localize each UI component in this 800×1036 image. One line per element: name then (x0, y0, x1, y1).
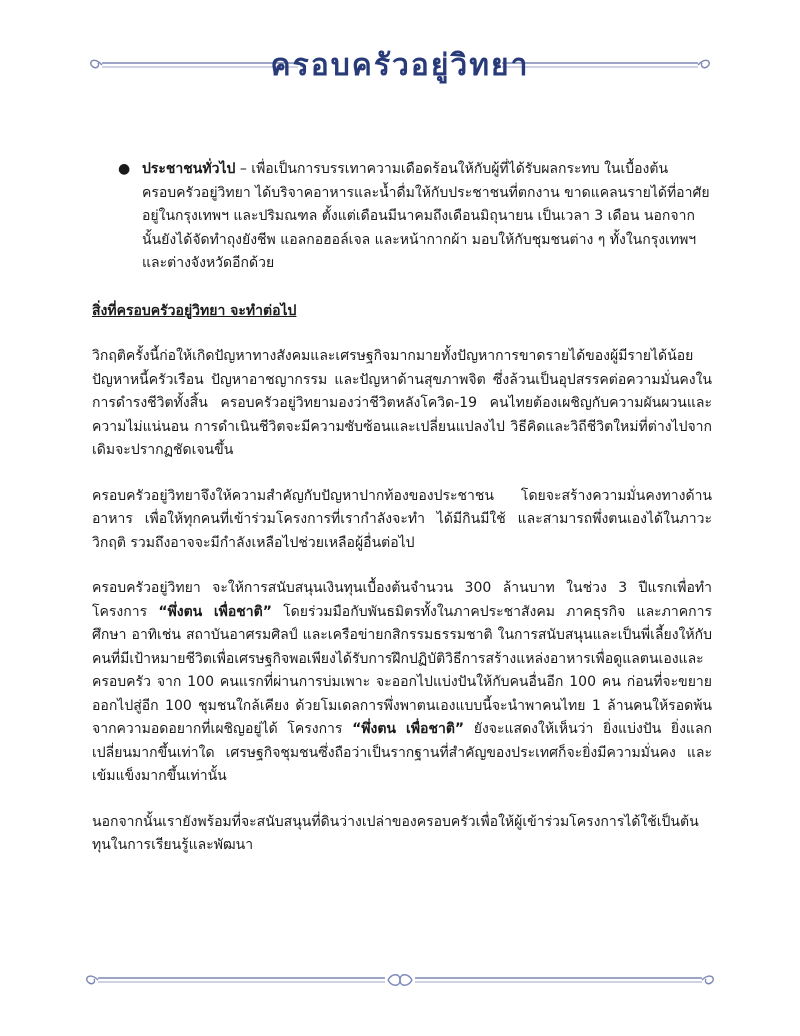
project-name-1: “พึ่งตน เพื่อชาติ” (158, 603, 272, 620)
paragraph-4: นอกจากนั้นเรายังพร้อมที่จะสนับสนุนที่ดินว่างเปล่าของครอบครัวเพื่อให้ผู้เข้าร่วมโครงการได้ใช้เป็นต้นทุนในการเรียนรู้และพัฒนา (92, 813, 699, 853)
bullet-item-general-public (92, 158, 712, 276)
paragraph-3-part-e: ยังจะแสดงให้เห็นว่า ยิ่งแบ่งปัน ยิ่งแลกเปลี่ยนมากขึ้นเท่าใด เศรษฐกิจชุมชนซึ่งถือว่าเป็นรากฐานที่สำคัญของประเทศก็จะยิ่งมีความมั่นคง และเข้มแข็งมากขึ้นเท่านั้น (92, 721, 712, 784)
paragraph-3 (92, 577, 712, 789)
footer-ornament (0, 968, 800, 992)
paragraph-2: ครอบครัวอยู่วิทยาจึงให้ความสำคัญกับปัญหาปากท้องของประชาชน โดยจะสร้างความมั่นคงทางด้านอาหาร เพื่อให้ทุกคนที่เข้าร่วมโครงการที่เรากำลังจะทำ ได้มีกินมีใช้ และสามารถพึ่งตนเองได้ในภาวะวิกฤติ รวมถึงอาจจะมีกำลังเหลือไปช่วยเหลือผู้อื่นต่อไป (92, 487, 712, 551)
paragraph-1: วิกฤติครั้งนี้ก่อให้เกิดปัญหาทางสังคมและเศรษฐกิจมากมายทั้งปัญหาการขาดรายได้ของผู้มีรายได้น้อย ปัญหาหนี้ครัวเรือน ปัญหาอาชญากรรม และปัญหาด้านสุขภาพจิต ซึ่งล้วนเป็นอุปสรรคต่อความมั่นคงในการดำรงชีวิตทั้งสิ้น ครอบครัวอยู่วิทยามองว่าชีวิตหลังโควิด-19 คนไทยต้องเผชิญกับความผันผวนและความไม่แน่นอน การดำเนินชีวิตจะมีความซับซ้อนและเปลี่ยนแปลงไป วิธีคิดและวิถีชีวิตใหม่ที่ต่างไปจากเดิมจะปรากฏชัดเจนขึ้น (92, 348, 712, 458)
paragraph-3-part-c: โดยร่วมมือกับพันธมิตรทั้งในภาคประชาสังคม ภาคธุรกิจ และภาคการศึกษา อาทิเช่น สถาบันอาศรมศิลป์ และเครือข่ายกสิกรรมธรรมชาติ ในการสนับสนุนและเป็นพี่เลี้ยงให้กับคนที่มีเป้าหมายชีวิตเพื่อเศรษฐกิจพอเพียงได้รับการฝึกปฏิบัติวิธีการสร้างแหล่งอาหารเพื่อดูแลตนเองและครอบครัว จาก 100 คนแรกที่ผ่านการบ่มเพาะ จะออกไปแบ่งปันให้กับคนอื่นอีก 100 คน ก่อนที่จะขยายออกไปสู่อีก 100 ชุมชนใกล้เคียง ด้วยโมเดลการพึ่งพาตนเองแบบนี้จะนำพาคนไทย 1 ล้านคนให้รอดพ้นจากความอดอยากที่เผชิญอยู่ได้ โครงการ (92, 603, 712, 737)
bullet-lead: ประชาชนทั่วไป (142, 161, 236, 177)
section-heading: สิ่งที่ครอบครัวอยู่วิทยา จะทำต่อไป (92, 302, 297, 319)
bullet-text: – เพื่อเป็นการบรรเทาความเดือดร้อนให้กับผู้ที่ได้รับผลกระทบ ในเบื้องต้นครอบครัวอยู่วิทยา ได้บริจาคอาหารและน้ำดื่มให้กับประชาชนที่ตกงาน ขาดแคลนรายได้ที่อาศัยอยู่ในกรุงเทพฯ และปริมณฑล ตั้งแต่เดือนมีนาคมถึงเดือนมิถุนายน เป็นเวลา 3 เดือน นอกจากนั้นยังได้จัดทำถุงยังชีพ แอลกอฮอล์เจล และหน้ากากผ้า มอบให้กับชุมชนต่าง ๆ ทั้งในกรุงเทพฯ และต่างจังหวัดอีกด้วย (142, 161, 710, 271)
project-name-2: “พึ่งตน เพื่อชาติ” (352, 721, 465, 737)
bullet-dot-icon: ● (118, 161, 131, 177)
page-title: ครอบครัวอยู่วิทยา (270, 48, 530, 83)
paragraph-3-part-a: ครอบครัวอยู่วิทยา จะให้การสนับสนุนเงินทุนเบื้องต้นจำนวน 300 ล้านบาท ในช่วง 3 ปีแรกเพื่อทำโครงการ (92, 580, 712, 620)
document-body (92, 158, 712, 858)
page-header (0, 40, 800, 90)
page-footer (0, 968, 800, 992)
